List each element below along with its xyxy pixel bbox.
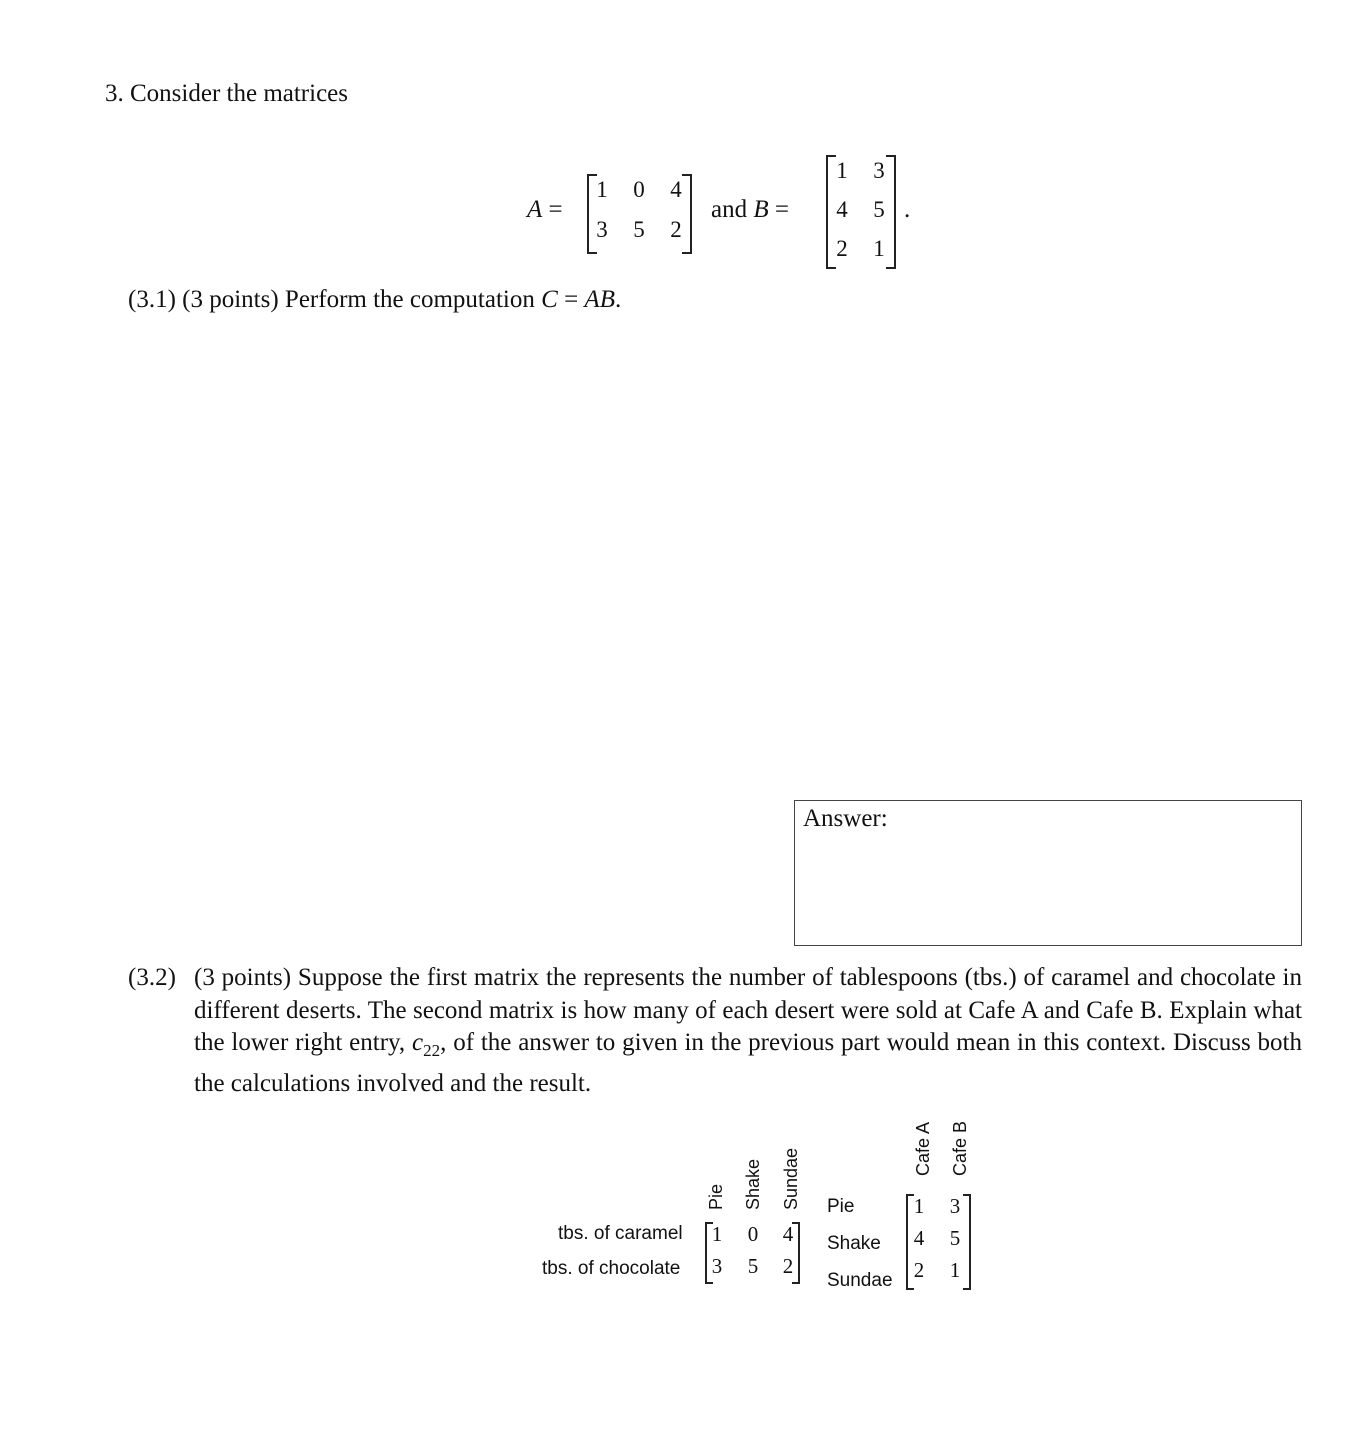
matrix-a-cell: 0 <box>633 177 645 202</box>
labeled-matrix-2-cell: 3 <box>949 1194 961 1218</box>
labeled-matrix-2-cell: 4 <box>913 1226 925 1250</box>
answer-box[interactable] <box>794 800 1302 946</box>
matrix-b-cell: 2 <box>836 236 848 261</box>
column-label: Cafe B <box>950 1120 970 1176</box>
column-label: Cafe A <box>913 1121 933 1176</box>
question-3-1-number: (3.1) <box>128 286 176 313</box>
labeled-matrix-1-cell: 3 <box>711 1254 723 1278</box>
labeled-matrix-2-cell: 5 <box>949 1226 961 1250</box>
labeled-matrix-1-cell: 0 <box>747 1222 759 1246</box>
labeled-matrix-2-cell: 2 <box>913 1258 925 1282</box>
labeled-matrix-1-cell: 1 <box>711 1222 723 1246</box>
matrix-a-cell: 3 <box>596 217 608 242</box>
matrix-a-cell: 4 <box>670 177 682 202</box>
row-label: tbs. of caramel <box>558 1223 683 1244</box>
row-label: Pie <box>827 1196 855 1217</box>
matrix-a-cell: 1 <box>596 177 608 202</box>
question-3-1: (3.1) (3 points) Perform the computation C = AB. <box>128 286 622 313</box>
row-label: Shake <box>827 1233 881 1254</box>
labeled-matrix-1-cell: 2 <box>782 1254 794 1278</box>
question-3-2 <box>128 962 1302 1100</box>
matrix-b-cell: 4 <box>836 197 848 222</box>
row-label: Sundae <box>827 1270 893 1291</box>
matrix-a-label: A = <box>527 196 563 223</box>
matrix-a-cell: 2 <box>670 217 682 242</box>
column-label: Sundae <box>781 1147 801 1210</box>
matrix-a-cell: 5 <box>633 217 645 242</box>
row-label: tbs. of chocolate <box>542 1258 681 1279</box>
labeled-matrix-2-cell: 1 <box>949 1258 961 1282</box>
problem-title: 3. Consider the matrices <box>105 80 348 107</box>
labeled-matrix-1-cell: 5 <box>747 1254 759 1278</box>
matrix-b-period: . <box>904 196 911 223</box>
answer-label: Answer: <box>803 805 888 832</box>
matrix-b-cell: 1 <box>873 236 885 261</box>
question-3-2-number: (3.2) <box>128 964 176 991</box>
matrix-b-cell: 3 <box>873 158 885 183</box>
labeled-matrix-2-cell: 1 <box>913 1194 925 1218</box>
matrix-b-cell: 5 <box>873 197 885 222</box>
matrix-b-label: and B = <box>711 196 789 223</box>
column-label: Shake <box>743 1158 763 1210</box>
question-3-2-text: (3 points) Suppose the first matrix the represents the number of tablespoons (tbs.) of caramel and chocolate in different deserts. The second matrix is how many of each desert were sold at Cafe A and Cafe B. Explain what the lower right entry, $c_{22}$, of the answer to given in the previous part would mean in this context. Discuss both the calculations involved and the result. <box>194 964 1302 1097</box>
column-label: Pie <box>706 1183 726 1210</box>
labeled-matrix-1-cell: 4 <box>782 1222 794 1246</box>
matrix-b-cell: 1 <box>836 158 848 183</box>
question-3-1-text: (3 points) Perform the computation <box>182 286 542 313</box>
